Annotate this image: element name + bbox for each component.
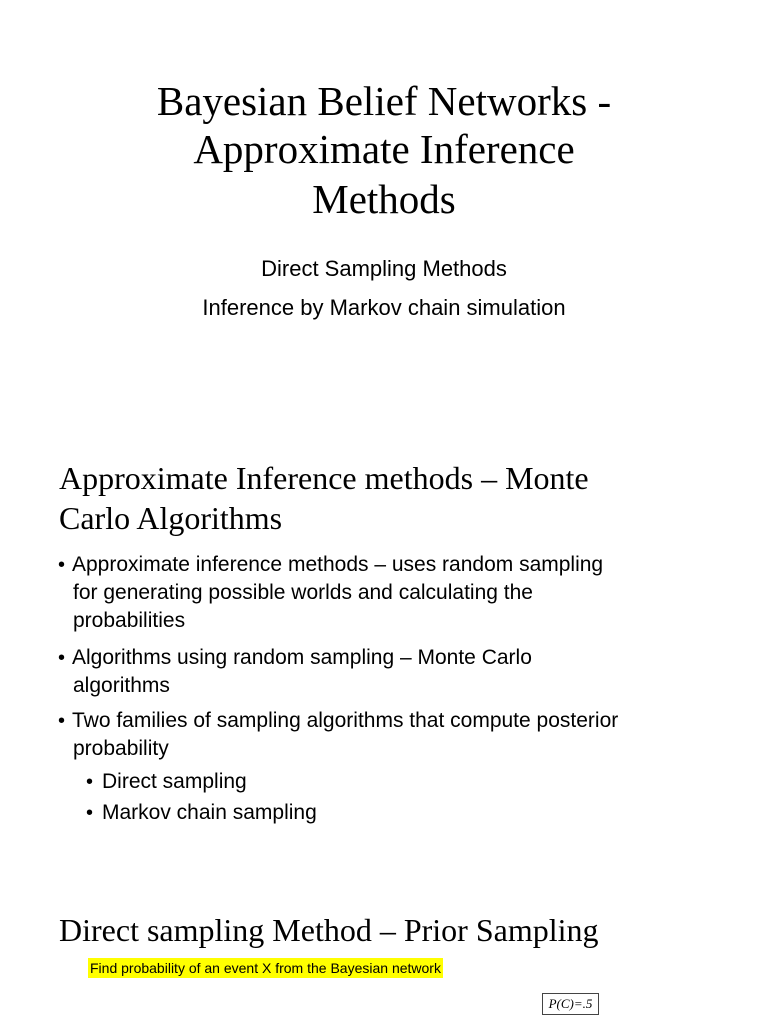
subtitle-line-1: Direct Sampling Methods bbox=[261, 256, 507, 281]
title-slide bbox=[0, 0, 768, 430]
bullet-continuation: for generating possible worlds and calculating the bbox=[73, 581, 533, 604]
bullet-item bbox=[58, 644, 532, 672]
slide-heading-line-1: Approximate Inference methods – Monte bbox=[59, 460, 589, 496]
bullet-continuation: algorithms bbox=[73, 674, 170, 697]
bullet-continuation: probabilities bbox=[73, 609, 186, 632]
monte-carlo-slide bbox=[0, 430, 768, 900]
bullet-item bbox=[58, 551, 603, 579]
sub-bullet-item bbox=[86, 799, 317, 827]
slide-heading-line-2: Carlo Algorithms bbox=[59, 500, 283, 536]
subtitle-line-2: Inference by Markov chain simulation bbox=[202, 295, 566, 320]
bullet-continuation: probability bbox=[73, 737, 169, 760]
sub-bullet-item bbox=[86, 768, 247, 796]
sub-bullet-text: Direct sampling bbox=[102, 770, 247, 793]
bullet-dot: • bbox=[58, 710, 66, 732]
highlighted-note: Find probability of an event X from the Bayesian network bbox=[90, 960, 441, 976]
bullet-text: Two families of sampling algorithms that compute posterior bbox=[72, 709, 619, 732]
sub-bullet-text: Markov chain sampling bbox=[102, 801, 317, 824]
bullet-dot: • bbox=[58, 647, 66, 669]
slide-title-line-2: Approximate Inference bbox=[193, 126, 575, 172]
bullet-item bbox=[58, 707, 618, 735]
bullet-text: Algorithms using random sampling – Monte Carlo bbox=[72, 646, 532, 669]
prior-sampling-slide bbox=[0, 900, 768, 1024]
slide-title-line-3: Methods bbox=[312, 176, 456, 222]
slide-title-line-1: Bayesian Belief Networks - bbox=[156, 78, 612, 124]
bullet-dot: • bbox=[86, 771, 94, 793]
slide-heading: Direct sampling Method – Prior Sampling bbox=[59, 912, 599, 948]
probability-table-snippet: P(C)=.5 bbox=[542, 993, 599, 1015]
bullet-dot: • bbox=[58, 554, 66, 576]
bullet-text: Approximate inference methods – uses random sampling bbox=[72, 553, 604, 576]
bullet-dot: • bbox=[86, 802, 94, 824]
